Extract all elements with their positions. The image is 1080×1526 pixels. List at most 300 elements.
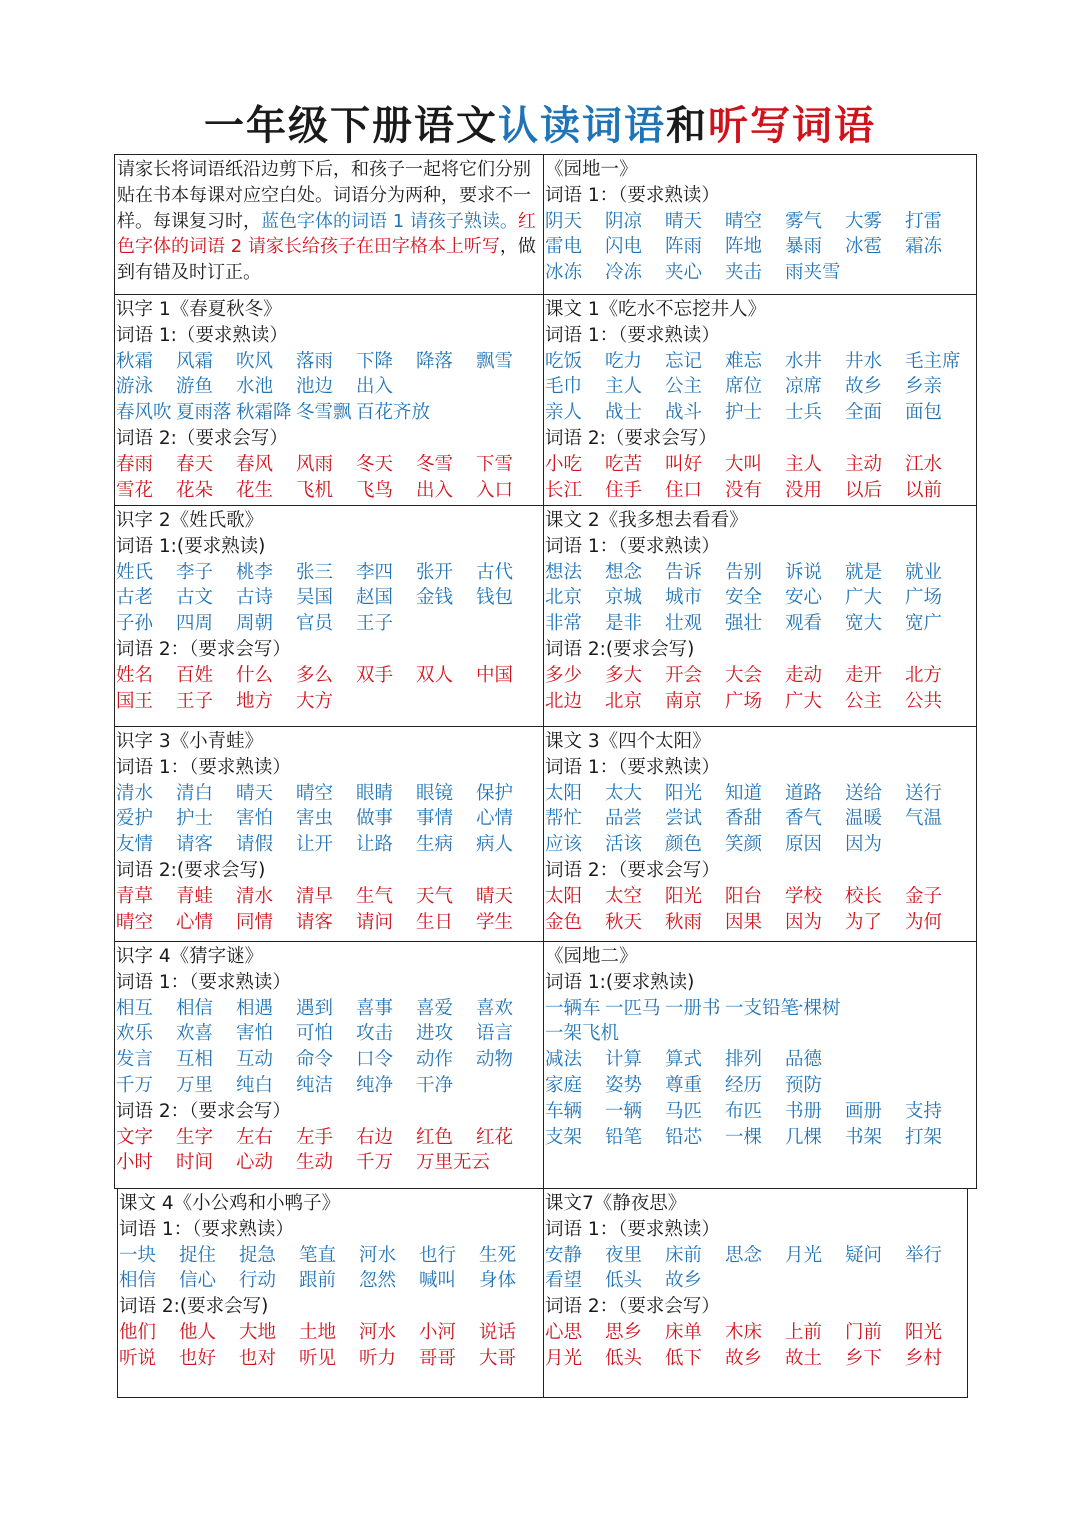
word: 阳光 [665, 782, 703, 804]
word: 也对 [239, 1347, 277, 1369]
word: 四周 [176, 613, 214, 635]
word: 铅笔 [605, 1126, 643, 1148]
word: 雪花 [116, 479, 154, 501]
group-label: 词语 2：（要求会写） [545, 859, 720, 881]
read-words-row [545, 349, 976, 375]
word: 支持 [905, 1100, 943, 1122]
word: 上前 [785, 1321, 823, 1343]
word: 广大 [785, 690, 823, 712]
word: 几棵 [785, 1126, 823, 1148]
read-words-row [119, 1243, 543, 1269]
word: 冬雪飘 [296, 402, 352, 424]
word: 听说 [119, 1347, 157, 1369]
word: 风霜 [176, 350, 214, 372]
word: 阴凉 [605, 210, 643, 232]
word: 因为 [845, 834, 883, 856]
word: 左手 [296, 1126, 334, 1148]
word: 太阳 [545, 782, 583, 804]
word: 钱包 [476, 587, 514, 609]
word: 池边 [296, 376, 334, 398]
word: 让开 [296, 834, 334, 856]
section-title: 课文 3《四个太阳》 [545, 731, 711, 752]
group-label: 词语 1：（要求熟读） [116, 971, 291, 993]
word: 大方 [296, 690, 334, 712]
word: 乡村 [905, 1347, 943, 1369]
word: 席位 [725, 376, 763, 398]
word: 护士 [725, 402, 763, 424]
word: 马匹 [665, 1100, 703, 1122]
word: 青蛙 [176, 885, 214, 907]
word: 害虫 [296, 808, 334, 830]
word: 井水 [845, 350, 883, 372]
word: 思念 [725, 1244, 763, 1266]
section-title: 《园地一》 [545, 159, 638, 180]
word: 晴空 [116, 911, 154, 933]
group-label: 词语 2:(要求会写) [545, 638, 695, 660]
word: 阳台 [725, 885, 763, 907]
word: 风雨 [296, 453, 334, 475]
word: 送行 [905, 782, 943, 804]
word: 喜爱 [416, 997, 454, 1019]
word: 公主 [845, 690, 883, 712]
word: 大叫 [725, 453, 763, 475]
word: 面包 [905, 402, 943, 424]
section-title: 识字 3《小青蛙》 [116, 731, 264, 752]
word: 打雷 [905, 210, 943, 232]
word: 攻击 [356, 1023, 394, 1045]
word: 颜色 [665, 834, 703, 856]
word: 生死 [479, 1244, 517, 1266]
word: 动物 [476, 1049, 514, 1071]
word: 国王 [116, 690, 154, 712]
word: 告别 [725, 561, 763, 583]
word: 因果 [725, 911, 763, 933]
write-words-row [545, 452, 976, 478]
word: 金钱 [416, 587, 454, 609]
word: 校长 [845, 885, 883, 907]
word: 月光 [545, 1347, 583, 1369]
word: 知道 [725, 782, 763, 804]
word: 河水 [359, 1244, 397, 1266]
read-words-row [545, 400, 976, 426]
word: 土地 [299, 1321, 337, 1343]
word: 阵地 [725, 236, 763, 258]
title-part-4: 听写词语 [708, 102, 876, 149]
read-words-row [116, 400, 543, 426]
word: 请问 [356, 911, 394, 933]
word: 行动 [239, 1270, 277, 1292]
word: 一棵树 [785, 997, 841, 1019]
word: 李四 [356, 561, 394, 583]
word: 大地 [239, 1321, 277, 1343]
word: 百花齐放 [356, 402, 431, 424]
group-label: 词语 1：（要求熟读） [545, 324, 720, 346]
section-title: 《园地二》 [545, 946, 638, 967]
word: 秋霜降 [236, 402, 292, 424]
word: 夜里 [605, 1244, 643, 1266]
group-label: 词语 2：（要求会写） [116, 1100, 291, 1122]
write-words-row [116, 1150, 543, 1176]
word: 品尝 [605, 808, 643, 830]
word: 布匹 [725, 1100, 763, 1122]
word: 捉住 [179, 1244, 217, 1266]
word: 左右 [236, 1126, 274, 1148]
write-words-row [545, 663, 976, 689]
word: 友情 [116, 834, 154, 856]
word: 京城 [605, 587, 643, 609]
word: 低头 [605, 1270, 643, 1292]
word: 应该 [545, 834, 583, 856]
word: 吴国 [296, 587, 334, 609]
word: 就业 [905, 561, 943, 583]
word: 万里无云 [416, 1152, 491, 1174]
word: 双人 [416, 664, 454, 686]
word: 诉说 [785, 561, 823, 583]
read-words-row [545, 260, 976, 286]
intro-text [116, 157, 543, 286]
word: 温暖 [845, 808, 883, 830]
word: 喜欢 [476, 997, 514, 1019]
word: 口令 [356, 1049, 394, 1071]
word: 欢喜 [176, 1023, 214, 1045]
word: 晴天 [236, 782, 274, 804]
word: 支架 [545, 1126, 583, 1148]
word: 一架飞机 [545, 1023, 620, 1045]
word: 病人 [476, 834, 514, 856]
group-label: 词语 1：（要求熟读） [545, 1218, 720, 1240]
word: 阳光 [665, 885, 703, 907]
section-title: 课文 4《小公鸡和小鸭子》 [119, 1193, 341, 1214]
word: 心情 [476, 808, 514, 830]
word: 计算 [605, 1049, 643, 1071]
word: 生字 [176, 1126, 214, 1148]
word: 春天 [176, 453, 214, 475]
word: 一辆车 [545, 997, 601, 1019]
word: 水井 [785, 350, 823, 372]
word: 战斗 [665, 402, 703, 424]
read-words-row [545, 1047, 976, 1073]
word: 生气 [356, 885, 394, 907]
read-words-row [116, 560, 543, 586]
word: 纯白 [236, 1074, 274, 1096]
word: 故乡 [845, 376, 883, 398]
word: 一册书 [665, 997, 721, 1019]
word: 亲人 [545, 402, 583, 424]
word: 故土 [785, 1347, 823, 1369]
page-title [0, 96, 1080, 156]
word: 住口 [665, 479, 703, 501]
word: 北京 [605, 690, 643, 712]
word: 江水 [905, 453, 943, 475]
word: 叫好 [665, 453, 703, 475]
word: 没有 [725, 479, 763, 501]
word: 打架 [905, 1126, 943, 1148]
write-words-row [116, 1125, 543, 1151]
word: 霜冻 [905, 236, 943, 258]
word: 听见 [299, 1347, 337, 1369]
read-words-row [545, 1099, 976, 1125]
word: 开会 [665, 664, 703, 686]
read-words-row [116, 349, 543, 375]
word: 心动 [236, 1152, 274, 1174]
word: 一棵 [725, 1126, 763, 1148]
word: 难忘 [725, 350, 763, 372]
word: 宽大 [845, 613, 883, 635]
write-words-row [545, 910, 976, 936]
lesson-cell [543, 1188, 968, 1398]
word: 吃饭 [545, 350, 583, 372]
read-words-row [116, 1047, 543, 1073]
word: 发言 [116, 1049, 154, 1071]
word: 春雨 [116, 453, 154, 475]
word: 古诗 [236, 587, 274, 609]
word: 万里 [176, 1074, 214, 1096]
word: 文字 [116, 1126, 154, 1148]
word: 小时 [116, 1152, 154, 1174]
word: 为了 [845, 911, 883, 933]
write-words-row [116, 884, 543, 910]
word: 车辆 [545, 1100, 583, 1122]
word: 也行 [419, 1244, 457, 1266]
word: 告诉 [665, 561, 703, 583]
word: 忘记 [665, 350, 703, 372]
word: 他们 [119, 1321, 157, 1343]
lesson-cell [114, 505, 544, 727]
word: 古老 [116, 587, 154, 609]
read-words-row [116, 585, 543, 611]
word: 太空 [605, 885, 643, 907]
word: 千万 [116, 1074, 154, 1096]
word: 夹击 [725, 262, 763, 284]
word: 笔直 [299, 1244, 337, 1266]
word: 宽广 [905, 613, 943, 635]
word: 小河 [419, 1321, 457, 1343]
word: 天气 [416, 885, 454, 907]
word: 李子 [176, 561, 214, 583]
word: 以前 [905, 479, 943, 501]
title-part-3: 和 [666, 102, 708, 149]
write-words-row [119, 1320, 543, 1346]
word: 夹心 [665, 262, 703, 284]
read-words-row [545, 996, 976, 1022]
word: 因为 [785, 911, 823, 933]
word: 张三 [296, 561, 334, 583]
word: 疑问 [845, 1244, 883, 1266]
word: 走开 [845, 664, 883, 686]
word: 故乡 [665, 1270, 703, 1292]
word: 住手 [605, 479, 643, 501]
group-label: 词语 1：（要求熟读） [119, 1218, 294, 1240]
read-words-row [545, 611, 976, 637]
word: 多大 [605, 664, 643, 686]
word: 王子 [356, 613, 394, 635]
word: 秋雨 [665, 911, 703, 933]
word: 书册 [785, 1100, 823, 1122]
group-label: 词语 1：（要求熟读） [545, 756, 720, 778]
word: 大哥 [479, 1347, 517, 1369]
read-words-row [116, 996, 543, 1022]
word: 广大 [845, 587, 883, 609]
word: 学生 [476, 911, 514, 933]
word: 干净 [416, 1074, 454, 1096]
group-label: 词语 1:(要求熟读) [545, 971, 695, 993]
intro-cell [114, 154, 544, 295]
write-words-row [116, 452, 543, 478]
word: 乡下 [845, 1347, 883, 1369]
group-label: 词语 1：（要求熟读） [116, 756, 291, 778]
word: 金色 [545, 911, 583, 933]
group-label: 词语 1:(要求熟读) [116, 535, 266, 557]
word: 减法 [545, 1049, 583, 1071]
word: 子孙 [116, 613, 154, 635]
word: 低下 [665, 1347, 703, 1369]
read-words-row [116, 781, 543, 807]
word: 尊重 [665, 1074, 703, 1096]
word: 请客 [176, 834, 214, 856]
word: 吃苦 [605, 453, 643, 475]
word: 一支铅笔 [725, 997, 800, 1019]
section-title: 识字 2《姓氏歌》 [116, 510, 264, 531]
word: 纯洁 [296, 1074, 334, 1096]
write-words-row [116, 910, 543, 936]
read-words-row [545, 1073, 976, 1099]
word: 雷电 [545, 236, 583, 258]
word: 他人 [179, 1321, 217, 1343]
word: 香气 [785, 808, 823, 830]
word: 降落 [416, 350, 454, 372]
word: 士兵 [785, 402, 823, 424]
word: 阳光 [905, 1321, 943, 1343]
word: 相互 [116, 997, 154, 1019]
word: 游泳 [116, 376, 154, 398]
word: 飘雪 [476, 350, 514, 372]
word: 木床 [725, 1321, 763, 1343]
intro-part-2: 蓝色字体的词语 1 请孩子熟读。 [261, 210, 518, 232]
word: 事情 [416, 808, 454, 830]
word: 红色 [416, 1126, 454, 1148]
word: 大雾 [845, 210, 883, 232]
word: 晴天 [476, 885, 514, 907]
group-label: 词语 2:(要求会写) [119, 1296, 269, 1318]
word: 心思 [545, 1321, 583, 1343]
word: 经历 [725, 1074, 763, 1096]
word: 身体 [479, 1270, 517, 1292]
word: 喊叫 [419, 1270, 457, 1292]
read-words-row [545, 781, 976, 807]
word: 送给 [845, 782, 883, 804]
word: 战士 [605, 402, 643, 424]
word: 纯净 [356, 1074, 394, 1096]
word: 道路 [785, 782, 823, 804]
word: 北方 [905, 664, 943, 686]
word: 古代 [476, 561, 514, 583]
word: 一匹马 [605, 997, 661, 1019]
word: 多么 [296, 664, 334, 686]
word: 赵国 [356, 587, 394, 609]
word: 害怕 [236, 1023, 274, 1045]
word: 想念 [605, 561, 643, 583]
word: 强壮 [725, 613, 763, 635]
word: 水池 [236, 376, 274, 398]
word: 毛主席 [905, 350, 961, 372]
word: 看望 [545, 1270, 583, 1292]
intro-part-3: 红色字体的词语 2 请家长给孩子在田字格本上听写 [117, 210, 536, 258]
word: 乡亲 [905, 376, 943, 398]
word: 相遇 [236, 997, 274, 1019]
read-words-row [116, 611, 543, 637]
word: 相信 [176, 997, 214, 1019]
word: 晴空 [296, 782, 334, 804]
write-words-row [545, 689, 976, 715]
word: 吹风 [236, 350, 274, 372]
word: 姓氏 [116, 561, 154, 583]
section-title: 识字 4《猜字谜》 [116, 946, 264, 967]
word: 金子 [905, 885, 943, 907]
word: 张开 [416, 561, 454, 583]
word: 河水 [359, 1321, 397, 1343]
word: 出入 [416, 479, 454, 501]
word: 冬雪 [416, 453, 454, 475]
lesson-cell [114, 726, 544, 942]
lesson-cell [114, 294, 544, 506]
word: 低头 [605, 1347, 643, 1369]
read-words-row [545, 234, 976, 260]
word: 品德 [785, 1049, 823, 1071]
word: 爱护 [116, 808, 154, 830]
word: 预防 [785, 1074, 823, 1096]
word: 多少 [545, 664, 583, 686]
write-words-row [545, 1320, 967, 1346]
word: 同情 [236, 911, 274, 933]
word: 凉席 [785, 376, 823, 398]
group-label: 词语 2：（要求会写） [545, 1296, 720, 1318]
read-words-row [116, 374, 543, 400]
lesson-cell [543, 154, 977, 295]
word: 就是 [845, 561, 883, 583]
group-label: 词语 2:（要求会写） [545, 427, 717, 449]
word: 全面 [845, 402, 883, 424]
title-part-2: 认读词语 [498, 102, 666, 149]
read-words-row [119, 1268, 543, 1294]
read-words-row [116, 1073, 543, 1099]
word: 春风 [236, 453, 274, 475]
word: 出入 [356, 376, 394, 398]
word: 晴空 [725, 210, 763, 232]
word: 右边 [356, 1126, 394, 1148]
word: 阵雨 [665, 236, 703, 258]
word: 姿势 [605, 1074, 643, 1096]
word: 夏雨落 [176, 402, 232, 424]
intro-part-1: 请家长将词语纸沿边剪下后，和孩子一起将它们分别贴在书本每课对应空白处。词语分为两种，要求不一样。每课复习时， [117, 159, 531, 232]
word: 学校 [785, 885, 823, 907]
word: 互相 [176, 1049, 214, 1071]
section-title: 课文 2《我多想去看看》 [545, 510, 748, 531]
read-words-row [545, 1243, 967, 1269]
group-label: 词语 2:(要求会写) [116, 859, 266, 881]
read-words-row [116, 1021, 543, 1047]
word: 闪电 [605, 236, 643, 258]
word: 花生 [236, 479, 274, 501]
word: 想法 [545, 561, 583, 583]
lesson-cell [543, 505, 977, 727]
word: 太大 [605, 782, 643, 804]
word: 长江 [545, 479, 583, 501]
word: 花朵 [176, 479, 214, 501]
word: 信心 [179, 1270, 217, 1292]
word: 捉急 [239, 1244, 277, 1266]
word: 为何 [905, 911, 943, 933]
word: 说话 [479, 1321, 517, 1343]
